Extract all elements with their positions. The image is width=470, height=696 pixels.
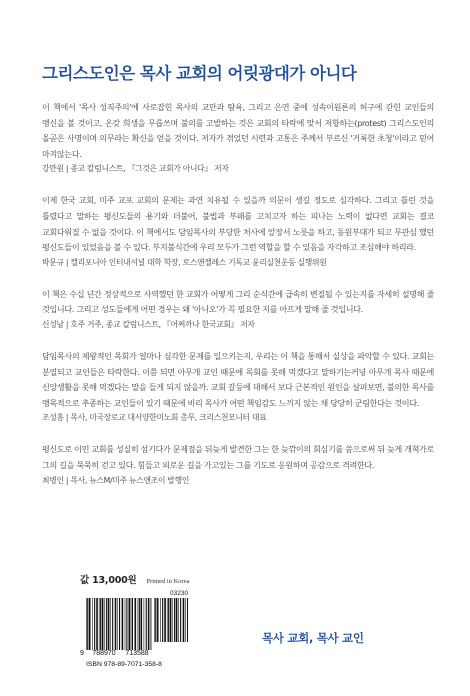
review-text: 이 책은 수십 년간 정상적으로 사역했던 한 교회가 어떻게 그리 순식간에 급속히 변질될 수 있는지를 자세히 설명해 줄 것입니다. 그리고 성도들에게 어떤 경우는 왜 '아니오'가 꼭 필요한 지를 아프게 말해 줄 것입니다. <box>42 288 434 315</box>
review-2 <box>42 193 434 269</box>
headline: 그리스도인은 목사 교회의 어릿광대가 아니다 <box>42 64 357 83</box>
review-4 <box>42 349 434 425</box>
footer-title: 목사 교회, 목사 교인 <box>262 631 364 645</box>
price-row <box>80 572 240 586</box>
barcode-main-bars <box>86 598 152 650</box>
review-text: 이 책에서 '목사 성직주의'에 사로잡힌 목사의 교만과 탐욕, 그리고 은연 중에 성속이원론의 허구에 갇힌 교인들의 맹신을 볼 것이고, 온갖 희생을 무릅쓰며 불의를 고발하는 것은 교회의 타락에 맞서 저항하는(protest) 그리스도인의 올곧은 사명이며 의무라는 확신을 얻을 것이다. 저자가 겪었던 시련과 고통은 주께서 부르신 '거룩한 초청'이라고 믿어 마지않는다. <box>42 102 434 159</box>
review-1 <box>42 100 434 176</box>
reviews <box>42 100 434 505</box>
barcode-digits <box>80 650 188 657</box>
barcode <box>80 590 188 672</box>
barcode-digit-prefix: 9 <box>80 650 84 657</box>
review-attribution: 조성흠 | 목사, 미국장로교 대서양한미노회 총무, 크리스천모니터 대표 <box>42 413 267 423</box>
review-attribution: 박문규 | 캘리포니아 인터내셔널 대학 학장, 로스앤젤레스 기독교 윤리실천운동 실행위원 <box>42 257 327 267</box>
barcode-digits-right: 713588 <box>125 650 149 657</box>
printed-in-label: Printed in Korea <box>146 578 190 585</box>
review-text: 평신도로 이민 교회를 성실히 섬기다가 문제점을 뒤늦게 발견한 그는 한 늦깎이의 회심기를 씀으로써 뒤 늦게 개혁가로 그의 길을 묵묵히 걷고 있다. 힘들고 외로운 길을 가고있는 그를 기도로 응원하며 공감으로 격려한다. <box>42 444 434 470</box>
review-attribution: 최병인 | 목사, 뉴스M/미주 뉴스앤조이 발행인 <box>42 475 190 485</box>
review-text: 이제 한국 교회, 미주 교포 교회의 문제는 과연 치유될 수 있을까 의문이 생길 정도로 심각하다. 그리고 틀린 것을 틀렸다고 말하는 평신도들의 용기와 더불어, 불법과 부패를 고치고자 하는 피나는 노력이 없다면 교회는 결코 교회다워질 수 없을 것이다. 이 책에서도 담임목사의 부당한 처사에 앞장서 노릇을 하고, 동원부대가 되고 무관심 했던 평신도들이 있었음을 볼 수 있다. 부지불식간에 우리 모두가 그런 역할을 할 수 있음을 자각하고 조심해야 하리라. <box>42 195 434 253</box>
isbn: ISBN 978-89-7071-358-8 <box>86 661 162 668</box>
price-barcode-block <box>80 572 240 672</box>
review-text: 담임목사의 제왕적인 목회가 얼마나 심각한 문제를 일으키는지, 우리는 이 책을 통해서 실상을 파악할 수 있다. 교회는 분열되고 교인들은 타락한다. 이쯤 되면 아무개 교인 때문에 목회를 못해 먹겠다고 말하기는커녕 아무개 목사 때문에 신앙생활을 못해 먹겠다는 말을 들게 되지 않을까. 교회 갈등에 대해서 보다 근본적인 원인을 살펴보면, 불의한 목사를 맹목적으로 추종하는 교인들이 있기 때문에 비리 목사가 어떤 책임감도 느끼지 않는 채 당당히 군림한다는 것이다. <box>42 350 434 408</box>
review-5 <box>42 442 434 487</box>
price: 값 13,000원 <box>80 575 137 586</box>
barcode-addon-code: 03230 <box>170 590 189 597</box>
review-attribution: 강만원 | 종교 칼럼니스트, 『그것은 교회가 아니다』 저자 <box>42 164 229 174</box>
review-3 <box>42 287 434 332</box>
review-attribution: 신성남 | 호주 거주, 종교 칼럼니스트, 『어쩌까나 한국교회』 저자 <box>42 319 255 329</box>
barcode-digits-left: 788970 <box>92 650 116 657</box>
barcode-addon-bars <box>154 598 188 642</box>
